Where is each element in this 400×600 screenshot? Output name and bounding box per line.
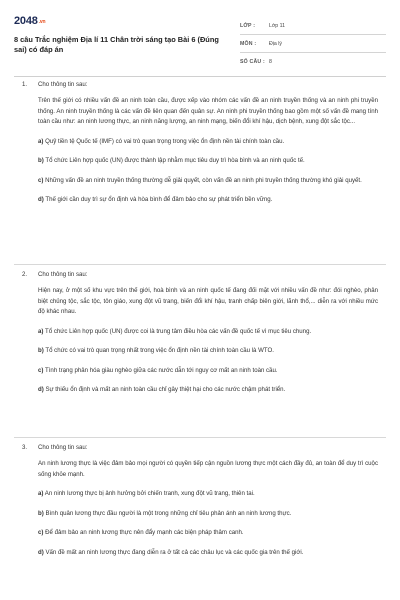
question-number: 2.: [22, 271, 28, 278]
meta-row-count: [240, 53, 386, 71]
option-label: c): [38, 176, 44, 184]
question-3: [22, 443, 378, 558]
meta-label: MÔN :: [240, 41, 257, 47]
question-head: [22, 270, 378, 284]
question-1: [22, 80, 378, 206]
meta-row-subject: [240, 35, 386, 53]
option-label: c): [38, 366, 44, 374]
option-text: Vấn đề mất an ninh lương thực đang diễn ra ở tất cả các châu lục và các quốc gia trên thế giới.: [45, 548, 304, 556]
option-text: Tổ chức có vai trò quan trọng nhất trong việc ổn định nền tài chính toàn cầu là WTO.: [45, 347, 274, 354]
option-label: d): [38, 548, 44, 556]
meta-value: Lớp 11: [269, 23, 285, 29]
option-label: d): [38, 196, 44, 203]
option-c: [38, 528, 378, 539]
question-prompt: Cho thông tin sau:: [38, 271, 88, 278]
question-divider: [14, 437, 386, 438]
meta-table: [240, 17, 386, 71]
option-label: b): [38, 347, 44, 354]
option-b: [38, 156, 378, 167]
option-text: Những vấn đề an ninh truyền thống thường dễ giải quyết, còn vấn đề an ninh phi truyền thống thường khó giải quyết.: [45, 176, 362, 184]
question-text: An ninh lương thực là việc đảm bảo mọi người có quyền tiếp cận nguồn lương thực một cách đầy đủ, an toàn để duy trì cuộc sống khỏe mạnh.: [38, 460, 378, 478]
site-logo[interactable]: [14, 15, 45, 27]
option-label: d): [38, 386, 44, 393]
option-b: [38, 346, 378, 357]
option-a: [38, 137, 378, 148]
option-label: c): [38, 529, 44, 536]
option-label: a): [38, 490, 44, 497]
question-prompt: Cho thông tin sau:: [38, 444, 88, 451]
option-label: b): [38, 157, 44, 164]
option-a: [38, 327, 378, 338]
option-text: Để đảm bảo an ninh lương thực nên đẩy mạnh các biện pháp thâm canh.: [45, 529, 244, 536]
logo-suffix: .vn: [38, 19, 46, 25]
document-title: 8 câu Trắc nghiệm Địa lí 11 Chân trời sáng tạo Bài 6 (Đúng sai) có đáp án: [14, 35, 219, 54]
option-label: a): [38, 137, 44, 145]
meta-value: Địa lý: [269, 41, 282, 47]
option-text: Quỹ tiền tệ Quốc tế (IMF) có vai trò quan trọng trong việc ổn định nền tài chính toàn cầu.: [45, 137, 285, 145]
option-d: [38, 548, 378, 559]
option-c: [38, 366, 378, 377]
header: [14, 12, 386, 68]
meta-label: LỚP :: [240, 23, 256, 29]
question-prompt: Cho thông tin sau:: [38, 81, 88, 88]
option-text: Bình quân lương thực đầu người là một trong những chỉ tiêu phản ánh an ninh lương thực.: [45, 509, 292, 517]
question-2: [22, 270, 378, 396]
option-text: An ninh lương thực bị ảnh hưởng bởi chiến tranh, xung đột vũ trang, thiên tai.: [44, 490, 255, 497]
option-text: Sự thiếu ổn định và mất an ninh toàn cầu chỉ gây thiệt hại cho các nước chậm phát triển.: [45, 386, 286, 393]
logo-main: 2048: [14, 15, 38, 27]
option-d: [38, 385, 378, 396]
option-text: Tổ chức Liên hợp quốc (UN) được thành lập nhằm mục tiêu duy trì hòa bình và an ninh quốc tế.: [45, 157, 305, 164]
question-number: 3.: [22, 444, 28, 451]
option-text: Thế giới cần duy trì sự ổn định và hòa bình để đảm bảo cho sự phát triển bền vững.: [45, 196, 273, 203]
question-number: 1.: [22, 81, 28, 88]
option-text: Tổ chức Liên hợp quốc (UN) được coi là trung tâm điều hòa các vấn đề quốc tế vì mục tiêu chung.: [45, 327, 312, 335]
question-text: Hiện nay, ở một số khu vực trên thế giới, hoà bình và an ninh quốc tế đang đối mặt với nhiều vấn đề như: đói nghèo, phân biệt chủng tộc, sắc tộc, tôn giáo, xung đột vũ trang, biến đổi khí hậu, tranh chấp biên giới, lãnh thổ,... diễn ra với nhiều mức độ khác nhau.: [38, 287, 378, 315]
meta-row-grade: [240, 17, 386, 35]
meta-label: SỐ CÂU :: [240, 59, 265, 65]
question-head: [22, 80, 378, 94]
meta-value: 8: [269, 59, 272, 65]
header-divider: [14, 76, 386, 77]
question-divider: [14, 264, 386, 265]
option-d: [38, 195, 378, 206]
option-a: [38, 489, 378, 500]
option-label: a): [38, 327, 44, 335]
option-b: [38, 509, 378, 520]
option-c: [38, 176, 378, 187]
option-label: b): [38, 509, 44, 517]
question-head: [22, 443, 378, 457]
option-text: Tình trạng phân hóa giàu nghèo giữa các nước dẫn tới nguy cơ mất an ninh toàn cầu.: [45, 366, 278, 374]
question-text: Trên thế giới có nhiều vấn đề an ninh toàn cầu, được xếp vào nhóm các vấn đề an ninh truyền thống và an ninh phi truyền thống. An ninh truyền thống là các vấn đề liên quan đến quân sự. An ninh phi truyền thống bao gồm một số vấn đề mang tính toàn cầu như: an ninh lương thực, an ninh năng lượng, an ninh mạng, biến đổi khí hậu, dịch bệnh, xung đột sắc tộc...: [38, 97, 378, 125]
